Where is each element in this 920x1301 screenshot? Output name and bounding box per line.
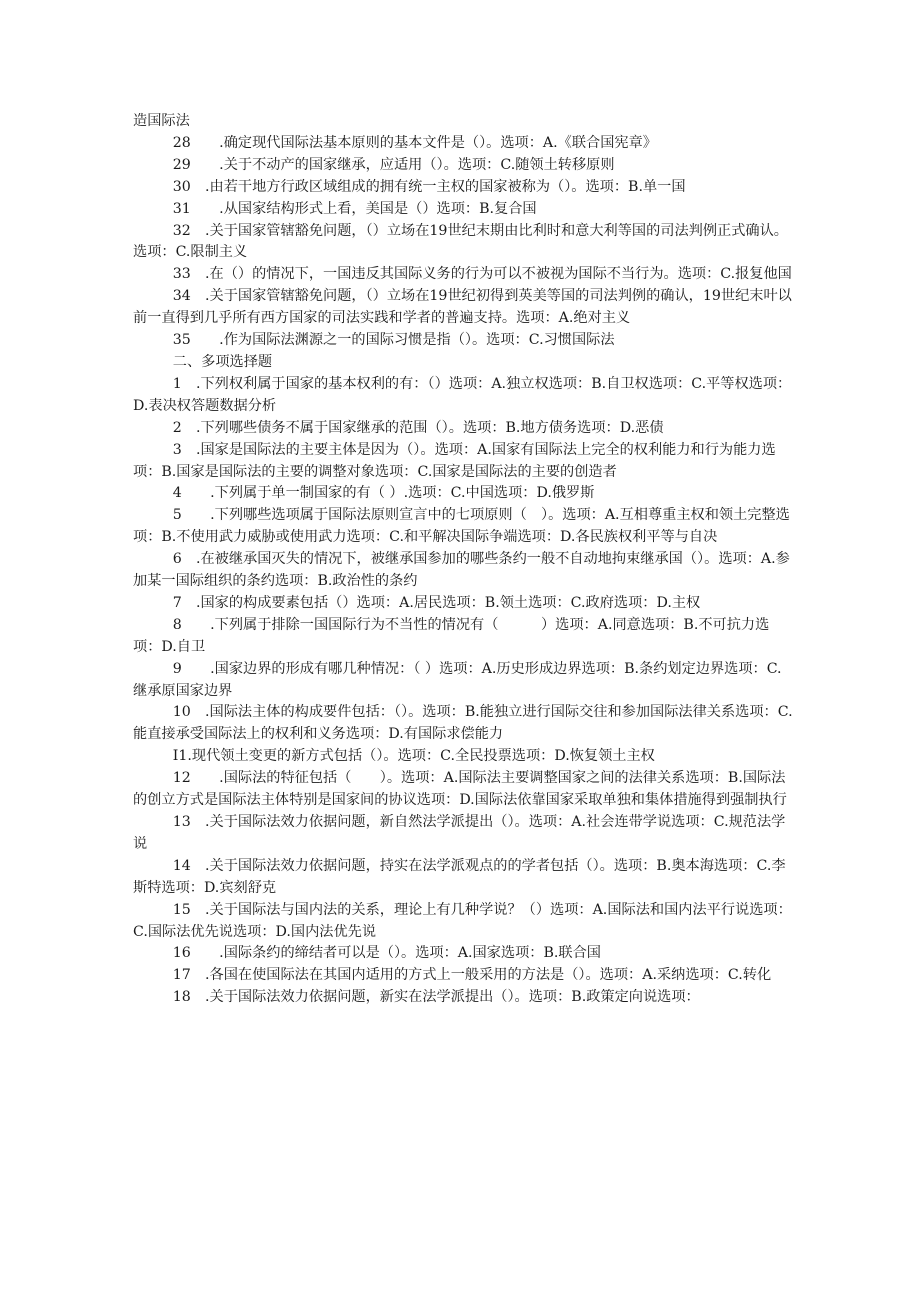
question-32: 32 .关于国家管辖豁免问题，（）立场在19世纪末期由比利时和意大利等国的司法判例正式确认。选项：C.限制主义 [133, 222, 788, 261]
mc-question-2: 2 .下列哪些债务不属于国家继承的范围（）。选项：B.地方债务选项：D.恶债 [172, 419, 664, 436]
mc-question-12: 12 .国际法的特征包括（ ）。选项：A.国际法主要调整国家之间的法律关系选项：B.国际法的创立方式是国际法主体特别是国家间的协议选项：D.国际法依靠国家采取单独和集体措施得到强制执行 [133, 770, 787, 809]
question-28: 28 .确定现代国际法基本原则的基本文件是（）。选项：A.《联合国宪章》 [172, 134, 657, 151]
mc-question-13: 13 .关于国际法效力依据问题，新自然法学派提出（）。选项：A.社会连带学说选项：C.规范法学说 [133, 814, 786, 852]
section-heading-multiple-choice: 二、多项选择题 [172, 353, 273, 370]
question-30: 30 .由若干地方行政区域组成的拥有统一主权的国家被称为（）。选项：B.单一国 [172, 178, 686, 195]
mc-question-11: I1.现代领土变更的新方式包括（）。选项：C.全民投票选项：D.恢复领土主权 [172, 748, 655, 765]
mc-question-8: 8 .下列属于排除一国国际行为不当性的情况有（ ）选项：A.同意选项：B.不可抗力选项：D.自卫 [133, 616, 770, 655]
mc-question-16: 16 .国际条约的缔结者可以是（）。选项：A.国家选项：B.联合国 [172, 945, 601, 962]
question-33: 33 .在（）的情况下，一国违反其国际义务的行为可以不被视为国际不当行为。选项：C.报复他国 [172, 266, 792, 283]
mc-question-1: 1 .下列权利属于国家的基本权利的有：（）选项：A.独立权选项：B.自卫权选项：C.平等权选项：D.表决权答题数据分析 [133, 375, 792, 414]
mc-question-14: 14 .关于国际法效力依据问题，持实在法学派观点的的学者包括（）。选项：B.奥本海选项：C.李斯特选项：D.宾刻舒克 [133, 857, 786, 896]
text-line-0: 造国际法 [133, 113, 190, 129]
mc-question-5: 5 .下列哪些选项属于国际法原则宣言中的七项原则（ ）。选项：A.互相尊重主权和领土完整选项：B.不使用武力威胁或使用武力选项：C.和平解决国际争端选项：D.各民族权利平等与自决 [133, 507, 790, 546]
question-35: 35 .作为国际法渊源之一的国际习惯是指（）。选项：C.习惯国际法 [172, 332, 615, 349]
mc-question-17: 17 .各国在使国际法在其国内适用的方式上一般采用的方法是（）。选项：A.采纳选项：C.转化 [172, 967, 772, 984]
mc-question-10: 10 .国际法主体的构成要件包括：（）。选项：B.能独立进行国际交往和参加国际法律关系选项：C.能直接承受国际法上的权利和义务选项：D.有国际求偿能力 [133, 704, 793, 743]
mc-question-6: 6 .在被继承国灭失的情况下，被继承国参加的哪些条约一般不自动地拘束继承国（）。选项：A.参加某一国际组织的条约选项：B.政治性的条约 [133, 551, 790, 590]
document-body [133, 111, 793, 1009]
question-29: 29 .关于不动产的国家继承，应适用（）。选项：C.随领土转移原则 [172, 156, 615, 173]
mc-question-7: 7 .国家的构成要素包括（）选项：A.居民选项：B.领土选项：C.政府选项：D.主权 [172, 594, 701, 611]
mc-question-18: 18 .关于国际法效力依据问题，新实在法学派提出（）。选项：B.政策定向说选项： [172, 989, 700, 1006]
mc-question-9: 9 .国家边界的形成有哪几种情况：（ ）选项：A.历史形成边界选项：B.条约划定边界选项：C.继承原国家边界 [133, 660, 782, 699]
mc-question-3: 3 .国家是国际法的主要主体是因为（）。选项：A.国家有国际法上完全的权利能力和行为能力选项：B.国家是国际法的主要的调整对象选项：C.国家是国际法的主要的创造者 [133, 441, 776, 480]
question-34: 34 .关于国家管辖豁免问题，（）立场在19世纪初得到英美等国的司法判例的确认，19世纪末叶以前一直得到几乎所有西方国家的司法实践和学者的普遍支持。选项：A.绝对主义 [133, 288, 792, 327]
mc-question-4: 4 .下列属于单一制国家的有（ ）.选项：C.中国选项：D.俄罗斯 [172, 485, 595, 502]
mc-question-15: 15 .关于国际法与国内法的关系，理论上有几种学说？（）选项：A.国际法和国内法平行说选项：C.国际法优先说选项：D.国内法优先说 [133, 901, 792, 940]
question-31: 31 .从国家结构形式上看，美国是（）选项：B.复合国 [172, 200, 537, 217]
